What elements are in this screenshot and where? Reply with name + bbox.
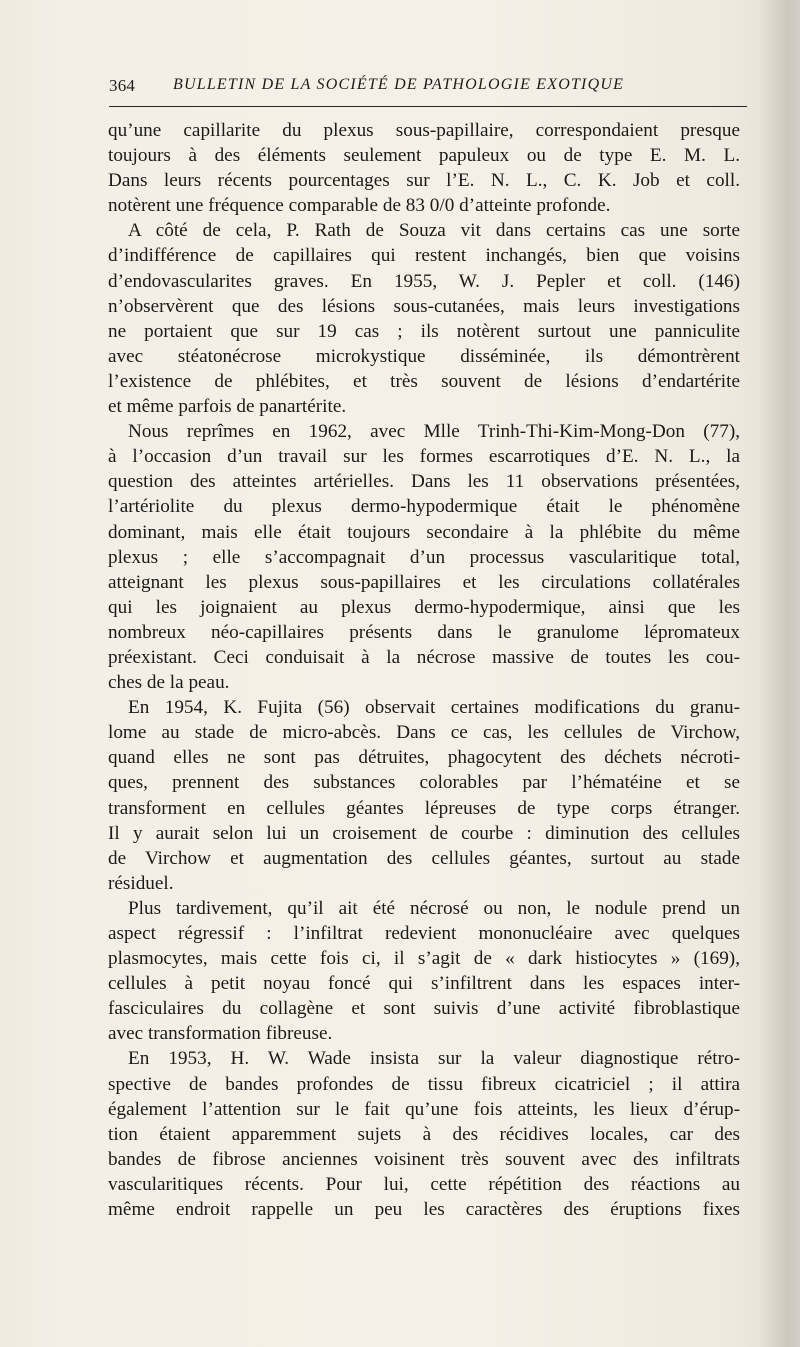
text-line: et même parfois de panartérite. xyxy=(108,396,347,418)
text-line: Plus tardivement, qu’il ait été nécrosé ou non, le nodule prend un xyxy=(128,897,740,919)
text-line: transforment en cellules géantes lépreuses de type corps étranger. xyxy=(108,797,740,819)
text-line: ches de la peau. xyxy=(108,672,230,694)
text-line: préexistant. Ceci conduisait à la nécrose massive de toutes les cou- xyxy=(108,646,740,668)
journal-title: BULLETIN DE LA SOCIÉTÉ DE PATHOLOGIE EXOTIQUE xyxy=(173,76,625,93)
text-line: plasmocytes, mais cette fois ci, il s’agit de « dark histiocytes » (169), xyxy=(108,948,740,970)
text-line: d’indifférence de capillaires qui restent inchangés, bien que voisins xyxy=(108,245,740,267)
text-line: nombreux néo-capillaires présents dans le granulome lépromateux xyxy=(108,621,740,643)
page-number: 364 xyxy=(109,76,136,95)
text-line: même endroit rappelle un peu les caractères des éruptions fixes xyxy=(108,1199,740,1221)
text-line: quand elles ne sont pas détruites, phagocytent des déchets nécroti- xyxy=(108,747,740,769)
text-line: lome au stade de micro-abcès. Dans ce cas, les cellules de Virchow, xyxy=(108,722,740,744)
text-line: plexus ; elle s’accompagnait d’un processus vascularitique total, xyxy=(108,546,740,568)
text-line: d’endovascularites graves. En 1955, W. J. Pepler et coll. (146) xyxy=(108,270,740,292)
text-line: vascularitiques récents. Pour lui, cette répétition des réactions au xyxy=(108,1173,740,1195)
text-line: tion étaient apparemment sujets à des récidives locales, car des xyxy=(108,1123,740,1145)
text-line: Dans leurs récents pourcentages sur l’E. N. L., C. K. Job et coll. xyxy=(108,170,740,192)
text-line: résiduel. xyxy=(108,872,174,894)
body-text xyxy=(108,118,740,1222)
text-line: Il y aurait selon lui un croisement de courbe : diminution des cellules xyxy=(108,822,740,844)
text-line: également l’attention sur le fait qu’une fois atteints, les lieux d’érup- xyxy=(108,1098,740,1120)
text-line: Nous reprîmes en 1962, avec Mlle Trinh-Thi-Kim-Mong-Don (77), xyxy=(128,421,740,443)
text-line: atteignant les plexus sous-papillaires et les circulations collatérales xyxy=(108,571,740,593)
text-line: avec transformation fibreuse. xyxy=(108,1023,333,1045)
text-line: de Virchow et augmentation des cellules géantes, surtout au stade xyxy=(108,847,740,869)
text-line: ne portaient que sur 19 cas ; ils notèrent surtout une panniculite xyxy=(108,320,740,342)
text-line: qu’une capillarite du plexus sous-papillaire, correspondaient presque xyxy=(108,120,740,141)
text-line: notèrent une fréquence comparable de 83 0/0 d’atteinte profonde. xyxy=(108,195,611,217)
text-line: spective de bandes profondes de tissu fibreux cicatriciel ; il attira xyxy=(108,1073,740,1095)
text-line: A côté de cela, P. Rath de Souza vit dans certains cas une sorte xyxy=(128,220,740,242)
running-header xyxy=(109,72,747,102)
text-line: dominant, mais elle était toujours secondaire à la phlébite du même xyxy=(108,521,740,543)
text-line: En 1954, K. Fujita (56) observait certaines modifications du granu- xyxy=(128,697,740,719)
text-line: l’artériolite du plexus dermo-hypodermique était le phénomène xyxy=(108,496,740,518)
text-line: ques, prennent des substances colorables par l’hématéine et se xyxy=(108,772,740,794)
text-line: cellules à petit noyau foncé qui s’infiltrent dans les espaces inter- xyxy=(108,973,740,995)
text-line: En 1953, H. W. Wade insista sur la valeur diagnostique rétro- xyxy=(128,1048,740,1070)
text-line: fasciculaires du collagène et sont suivis d’une activité fibroblastique xyxy=(108,998,740,1020)
text-line: bandes de fibrose anciennes voisinent très souvent avec des infiltrats xyxy=(108,1148,740,1170)
text-line: à l’occasion d’un travail sur les formes escarrotiques d’E. N. L., la xyxy=(108,446,740,468)
text-line: question des atteintes artérielles. Dans les 11 observations présentées, xyxy=(108,471,740,493)
text-line: toujours à des éléments seulement papuleux ou de type E. M. L. xyxy=(108,145,740,167)
text-line: qui les joignaient au plexus dermo-hypodermique, ainsi que les xyxy=(108,596,740,618)
text-line: avec stéatonécrose microkystique disséminée, ils démontrèrent xyxy=(108,345,740,367)
text-line: n’observèrent que des lésions sous-cutanées, mais leurs investigations xyxy=(108,295,740,317)
text-line: l’existence de phlébites, et très souvent de lésions d’endartérite xyxy=(108,370,740,392)
text-line: aspect régressif : l’infiltrat redevient mononucléaire avec quelques xyxy=(108,923,740,944)
binding-shadow xyxy=(758,0,800,1347)
header-rule xyxy=(109,106,747,107)
